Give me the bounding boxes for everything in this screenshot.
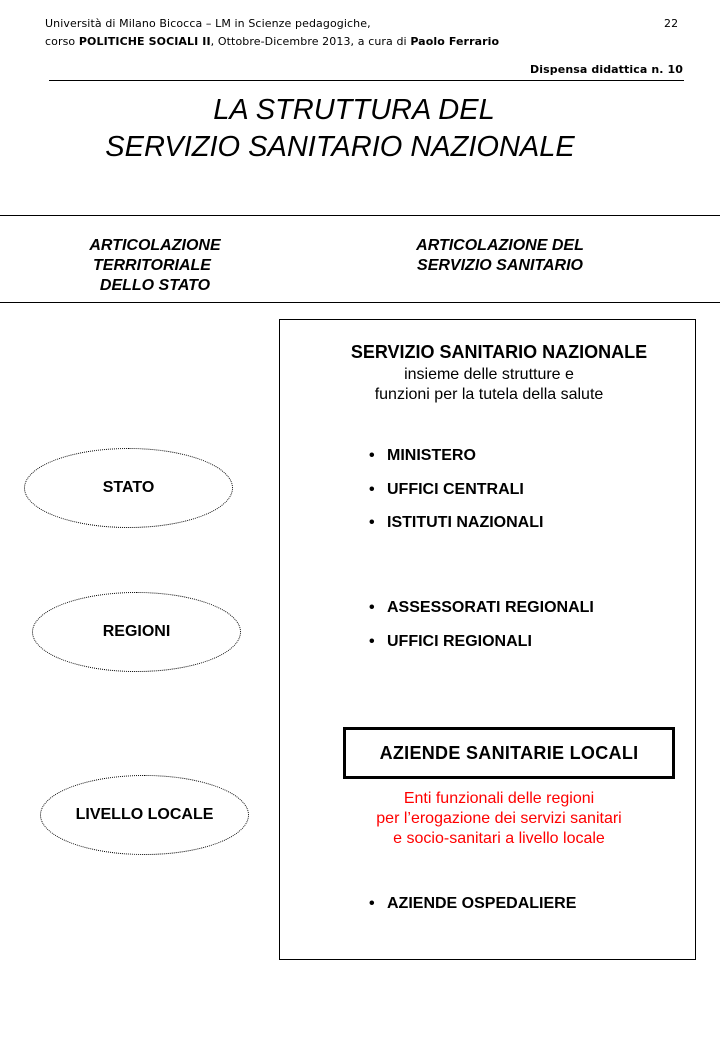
column-header-line: TERRITORIALE — [93, 257, 211, 274]
list-item-istituti-nazionali — [369, 514, 543, 532]
author-name: Paolo Ferrario — [410, 35, 500, 48]
bullet-icon: • — [369, 633, 375, 650]
item-label: UFFICI REGIONALI — [387, 633, 532, 650]
column-header-territorial — [55, 236, 255, 296]
list-item-uffici-centrali — [369, 481, 524, 499]
ssn-title: SERVIZIO SANITARIO NAZIONALE — [350, 342, 648, 362]
column-header-line: SERVIZIO SANITARIO — [417, 257, 583, 274]
item-label: UFFICI CENTRALI — [387, 481, 524, 498]
asl-description-1: Enti funzionali delle regioni — [403, 790, 595, 807]
ssn-subtitle-1: insieme delle strutture e — [404, 366, 574, 383]
bullet-icon: • — [369, 481, 375, 498]
list-item-ministero — [369, 447, 476, 465]
divider-top — [0, 215, 720, 216]
bullet-icon: • — [369, 447, 375, 464]
level-regioni — [32, 592, 241, 672]
dispensa-label: Dispensa didattica n. 10 — [530, 63, 683, 76]
item-label: ASSESSORATI REGIONALI — [387, 599, 594, 616]
item-label: AZIENDE OSPEDALIERE — [387, 895, 577, 912]
course-name: POLITICHE SOCIALI II — [78, 35, 211, 48]
ssn-subtitle-2: funzioni per la tutela della salute — [374, 386, 604, 403]
bullet-icon: • — [369, 599, 375, 616]
asl-box — [343, 727, 675, 779]
column-header-line: DELLO STATO — [99, 277, 211, 294]
asl-description-2: per l’erogazione dei servizi sanitari — [376, 810, 622, 827]
asl-description-3: e socio-sanitari a livello locale — [393, 830, 605, 847]
header-line-2 — [45, 35, 499, 48]
header-line-1: Università di Milano Bicocca – LM in Scienze pedagogiche, — [45, 17, 371, 30]
item-label: MINISTERO — [387, 447, 476, 464]
header-prefix: corso — [45, 35, 79, 48]
bullet-icon: • — [369, 895, 375, 912]
item-label: ISTITUTI NAZIONALI — [387, 514, 544, 531]
page-title-line-2: SERVIZIO SANITARIO NAZIONALE — [105, 131, 575, 163]
column-header-line: ARTICOLAZIONE — [89, 237, 221, 254]
level-label: REGIONI — [102, 623, 171, 640]
level-livello-locale — [40, 775, 249, 855]
column-header-line: ARTICOLAZIONE DEL — [416, 237, 584, 254]
list-item-assessorati-regionali — [369, 599, 594, 617]
list-item-uffici-regionali — [369, 633, 532, 651]
header-rule — [49, 80, 684, 81]
level-label: LIVELLO LOCALE — [75, 806, 214, 823]
page-number: 22 — [664, 17, 679, 30]
page-title-line-1: LA STRUTTURA DEL — [213, 94, 495, 126]
bullet-icon: • — [369, 514, 375, 531]
list-item-aziende-ospedaliere — [369, 895, 576, 913]
level-stato — [24, 448, 233, 528]
header-mid: , Ottobre-Dicembre 2013, a cura di — [210, 35, 411, 48]
column-header-service — [380, 236, 620, 276]
divider-bottom — [0, 302, 720, 303]
asl-label: AZIENDE SANITARIE LOCALI — [379, 742, 639, 763]
level-label: STATO — [102, 479, 155, 496]
